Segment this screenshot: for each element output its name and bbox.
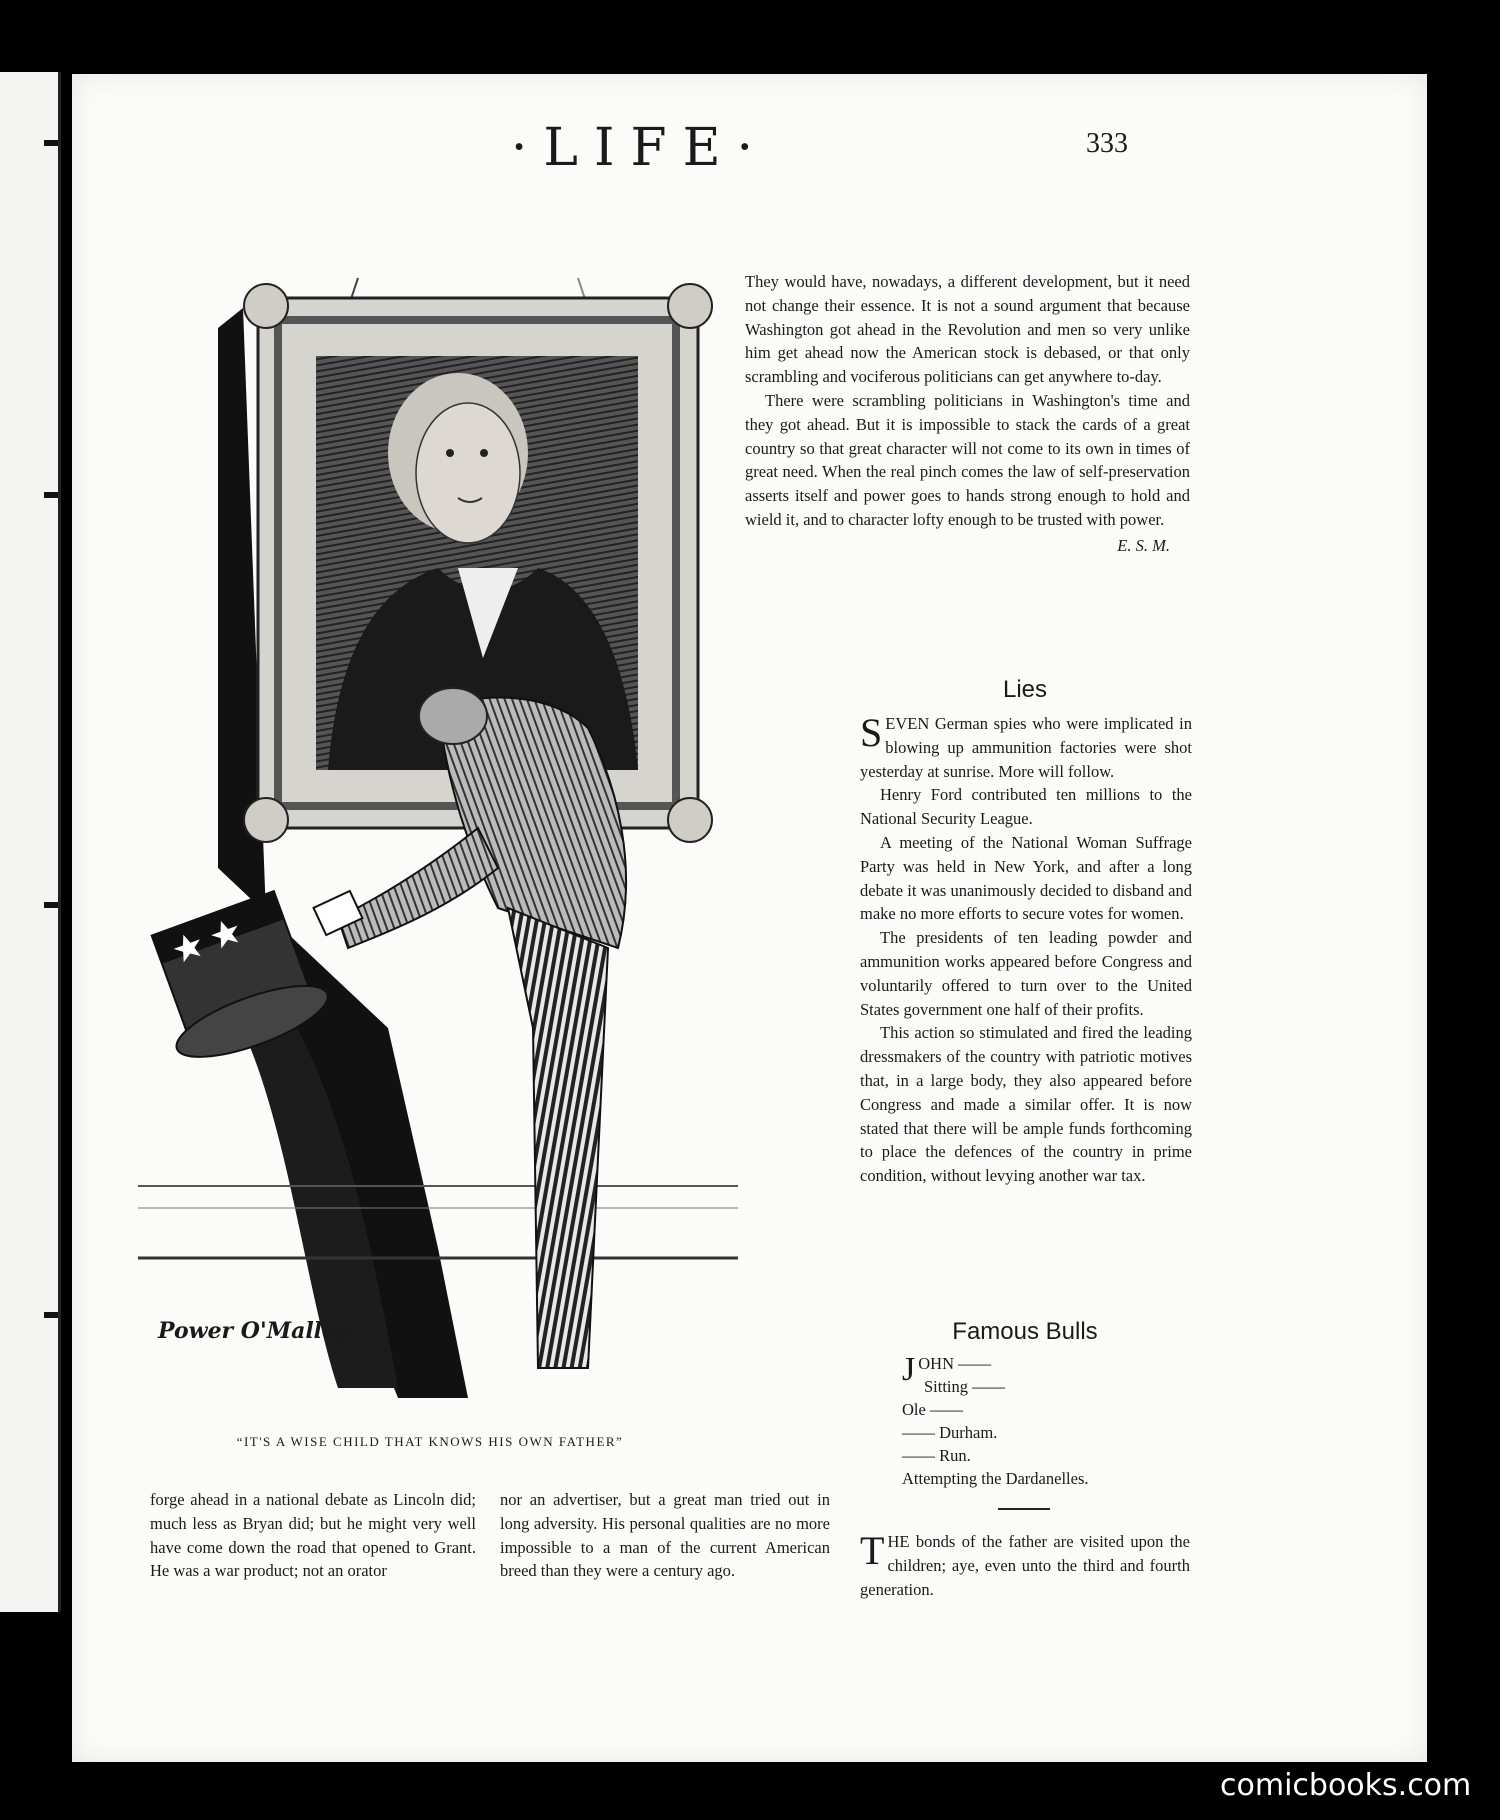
- site-watermark: comicbooks.com: [1220, 1768, 1472, 1803]
- bonds-paragraph: [860, 1530, 1190, 1601]
- lies-paragraph: EVEN German spies who were implicated in blowing up ammunition factories were shot yesterday at sunrise. More will follow.: [860, 714, 1192, 781]
- famous-bulls-list: [902, 1352, 1089, 1490]
- binding-mark: [44, 140, 58, 146]
- bull-line: Attempting the Dardanelles.: [902, 1469, 1089, 1488]
- essay-paragraph: nor an advertiser, but a great man tried out in long adversity. His personal qualities are no more impossible to a man of the current American breed than they were a century ago.: [500, 1490, 830, 1581]
- page-number: 333: [1086, 128, 1128, 159]
- bull-line: Sitting ——: [924, 1377, 1006, 1396]
- lies-paragraph: A meeting of the National Woman Suffrage Party was held in New York, and after a long debate it was unanimously decided to disband and make no more efforts to secure votes for women.: [860, 832, 1192, 924]
- essay-continuation: [745, 270, 1190, 558]
- binding-mark: [44, 492, 58, 498]
- artist-signature: Power O'Malley: [158, 1318, 349, 1344]
- lies-heading: Lies: [1002, 676, 1048, 703]
- essay-paragraph: forge ahead in a national debate as Lincoln did; much less as Bryan did; but he might very well have come down the road that opened to Grant. He was a war product; not an orator: [150, 1490, 476, 1581]
- bonds-text: HE bonds of the father are visited upon the children; aye, even unto the third and fourth generation.: [860, 1532, 1190, 1599]
- essay-paragraph: They would have, nowadays, a different development, but it need not change their essence. It is not a sound argument that because Washington got ahead in the Revolution and men so very unlike him get ahead now the American stock is debased, or that only scrambling and vociferous politicians can get anywhere to-day.: [745, 272, 1190, 387]
- essay-paragraph: There were scrambling politicians in Washington's time and they got ahead. But it is impossible to stack the cards of a great country so that great character will not come to its own in times of great need. When the real pinch comes the law of self-preservation asserts itself and power goes to hands strong enough to hold and wield it, and to character lofty enough to be trusted with power.: [745, 390, 1190, 529]
- binding-mark: [44, 1312, 58, 1318]
- drop-cap: J: [902, 1351, 916, 1388]
- bull-line: —— Run.: [902, 1446, 971, 1465]
- cartoon-illustration: [138, 268, 738, 1403]
- author-initials: E. S. M.: [1117, 535, 1170, 555]
- lies-paragraph: This action so stimulated and fired the leading dressmakers of the country with patriotic motives that, in a large body, they also appeared before Congress and made a similar offer. It is now stated that there will be ample funds forthcoming to place the defences of the country in prime condition, without levying another war tax.: [860, 1023, 1192, 1186]
- lies-paragraph: The presidents of ten leading powder and ammunition works appeared before Congress and voluntarily offered to turn over to the United States government one half of their profits.: [860, 928, 1192, 1019]
- bottom-column-middle: [500, 1488, 830, 1583]
- masthead: ·LIFE·: [510, 118, 770, 178]
- bull-line: —— Durham.: [902, 1423, 998, 1442]
- illustration-caption: “IT'S A WISE CHILD THAT KNOWS HIS OWN FATHER”: [236, 1434, 624, 1449]
- bull-line: Ole ——: [902, 1400, 963, 1419]
- bull-line: OHN ——: [918, 1354, 992, 1373]
- section-divider: [998, 1508, 1050, 1510]
- lies-paragraph: Henry Ford contributed ten millions to the National Security League.: [860, 785, 1192, 829]
- lies-column: [860, 712, 1192, 1188]
- binding-mark: [44, 902, 58, 908]
- facing-page-edge: [0, 72, 61, 1612]
- famous-bulls-heading: Famous Bulls: [952, 1318, 1098, 1345]
- bottom-column-left: [150, 1488, 476, 1583]
- drop-cap: S: [860, 710, 883, 755]
- drop-cap: T: [860, 1528, 885, 1573]
